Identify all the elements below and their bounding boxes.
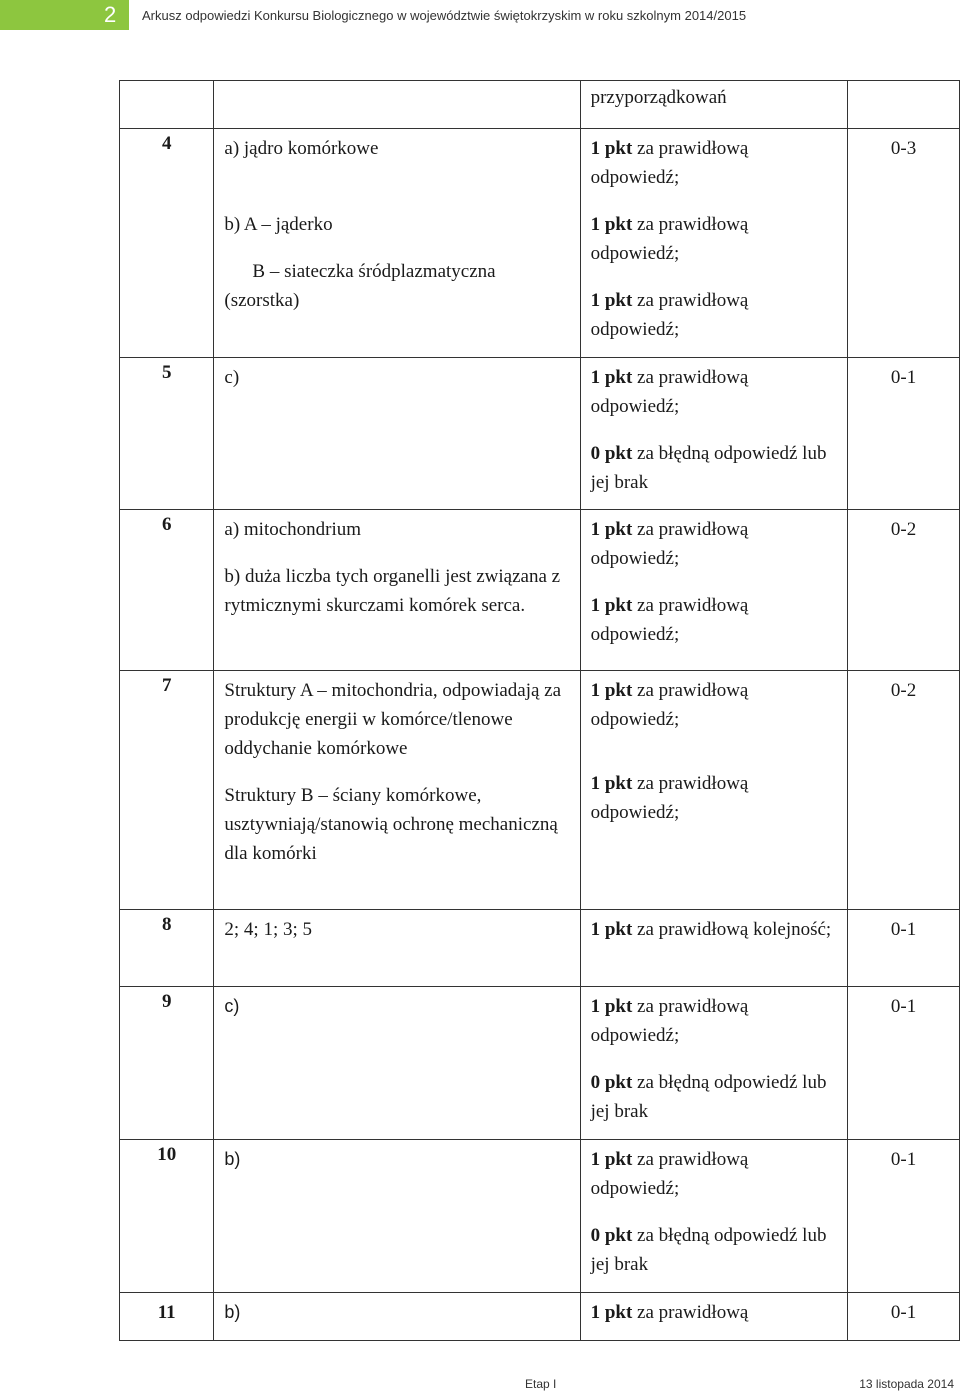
table-row: [120, 358, 960, 510]
table-row: [120, 1293, 960, 1341]
points-cell: 1 pkt za prawidłową odpowiedź; 0 pkt za błędną odpowiedź lub jej brak: [580, 358, 848, 510]
header-title: Arkusz odpowiedzi Konkursu Biologicznego w województwie świętokrzyskim w roku szkolnym 2014/2015: [142, 8, 747, 23]
answer-text: B – siateczka śródplazmatyczna (szorstka): [224, 261, 496, 311]
page-header: [0, 0, 960, 30]
points-cell: 1 pkt za prawidłową odpowiedź; 1 pkt za prawidłową odpowiedź;: [580, 510, 848, 671]
max-points: 0-1: [848, 987, 960, 1140]
footer-date: 13 listopada 2014: [859, 1377, 954, 1391]
answer-cell: c): [214, 358, 580, 510]
page-number-box: [0, 0, 129, 30]
answer-text: a) jądro komórkowe: [224, 138, 379, 159]
answer-cell: b): [214, 1293, 580, 1341]
max-points: 0-1: [848, 1293, 960, 1341]
answer-cell: [214, 129, 580, 358]
table-row: [120, 129, 960, 358]
question-number: 10: [120, 1140, 214, 1293]
max-points: 0-1: [848, 358, 960, 510]
question-number: 7: [120, 671, 214, 910]
points-cell: 1 pkt za prawidłową odpowiedź; 0 pkt za błędną odpowiedź lub jej brak: [580, 987, 848, 1140]
max-points: 0-1: [848, 1140, 960, 1293]
answer-cell: b): [214, 1140, 580, 1293]
table-row: [120, 81, 960, 129]
max-points: 0-2: [848, 671, 960, 910]
points-cell: 1 pkt za prawidłową odpowiedź; 0 pkt za błędną odpowiedź lub jej brak: [580, 1140, 848, 1293]
max-points: 0-2: [848, 510, 960, 671]
max-points: 0-1: [848, 910, 960, 987]
answer-text: b) A – jąderko: [224, 214, 333, 235]
page-number: 2: [104, 2, 117, 27]
question-number: 8: [120, 910, 214, 987]
points-text: przyporządkowań: [590, 87, 727, 108]
answer-cell: 2; 4; 1; 3; 5: [214, 910, 580, 987]
table-row: [120, 671, 960, 910]
question-number: 6: [120, 510, 214, 671]
answer-cell: Struktury A – mitochondria, odpowiadają za produkcję energii w komórce/tlenowe oddychanie komórkowe Struktury B – ściany komórkowe, usztywniają/stanowią ochronę mechaniczną dla komórki: [214, 671, 580, 910]
question-number: 9: [120, 987, 214, 1140]
table-row: [120, 987, 960, 1140]
table-row: [120, 510, 960, 671]
points-cell: 1 pkt za prawidłową kolejność;: [580, 910, 848, 987]
answer-table: [119, 80, 960, 1341]
points-cell: 1 pkt za prawidłową odpowiedź; 1 pkt za prawidłową odpowiedź;: [580, 671, 848, 910]
table-row: [120, 910, 960, 987]
points-cell: 1 pkt za prawidłową odpowiedź; 1 pkt za prawidłową odpowiedź; 1 pkt za prawidłową odpowiedź;: [580, 129, 848, 358]
footer-stage: Etap I: [525, 1377, 557, 1391]
question-number: 11: [120, 1293, 214, 1341]
answer-cell: c): [214, 987, 580, 1140]
question-number: 5: [120, 358, 214, 510]
table-row: [120, 1140, 960, 1293]
question-number: 4: [120, 129, 214, 358]
max-points: 0-3: [848, 129, 960, 358]
answer-cell: a) mitochondrium b) duża liczba tych organelli jest związana z rytmicznymi skurczami komórek serca.: [214, 510, 580, 671]
points-cell: 1 pkt za prawidłową: [580, 1293, 848, 1341]
